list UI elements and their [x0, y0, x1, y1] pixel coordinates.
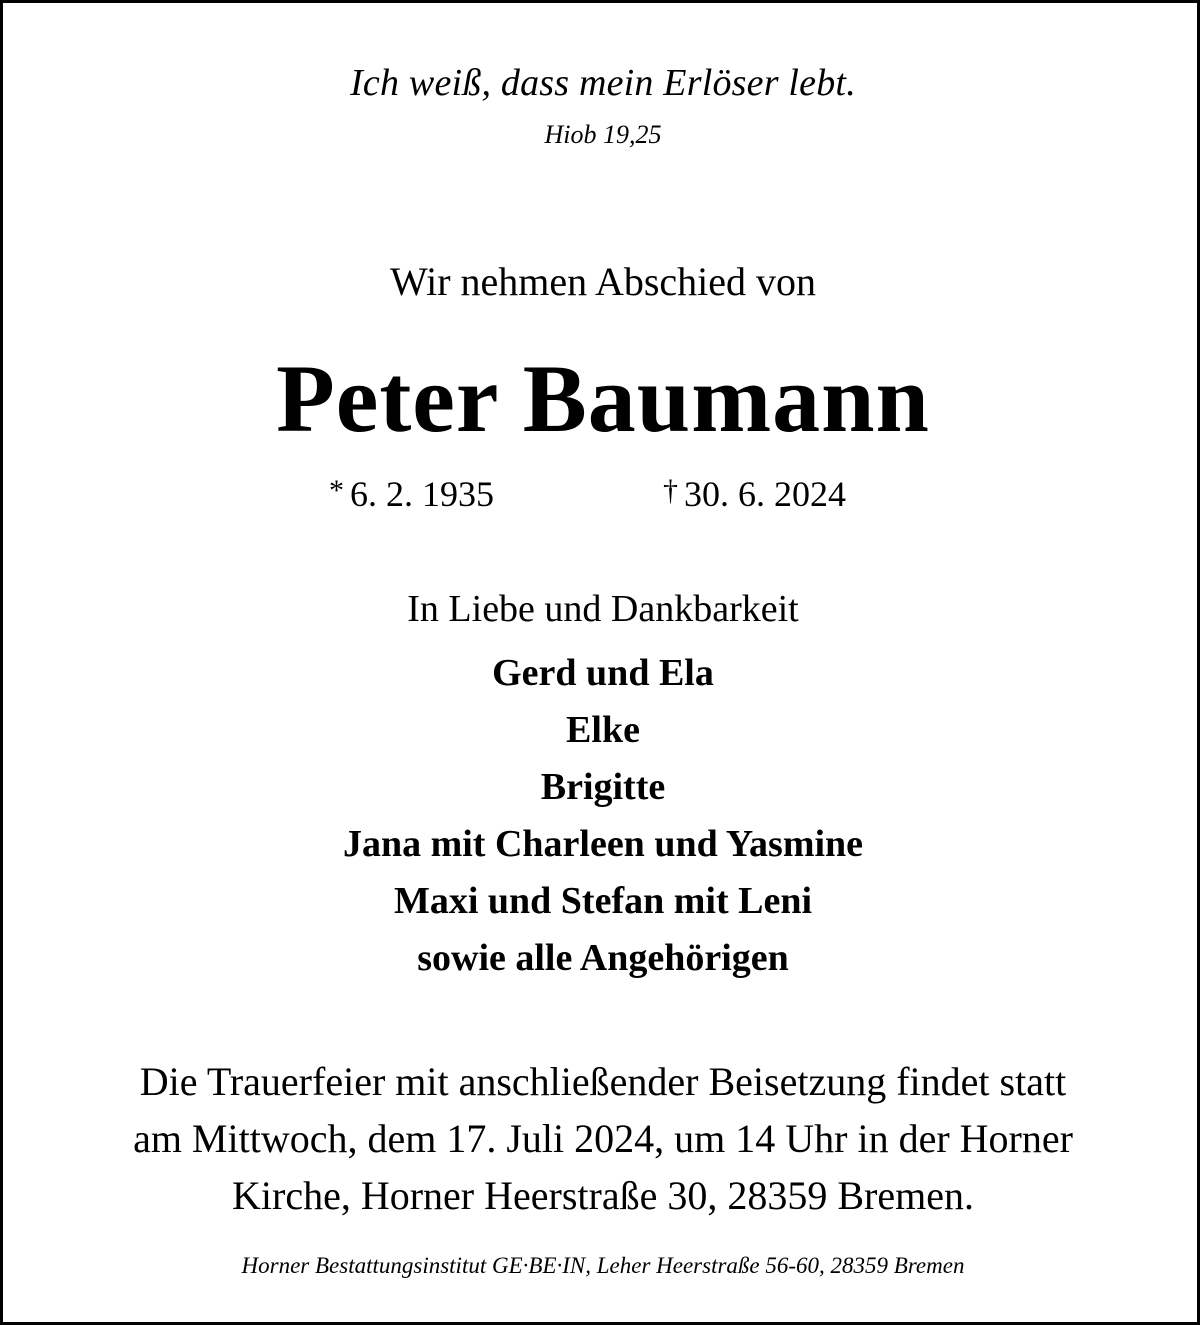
- birth-date-line: [329, 473, 494, 515]
- ceremony-line: am Mittwoch, dem 17. Juli 2024, um 14 Uhr in der Horner: [133, 1116, 1073, 1161]
- ceremony-line: Die Trauerfeier mit anschließender Beisetzung findet statt: [139, 1059, 1067, 1104]
- mourner-name: Jana mit Charleen und Yasmine: [342, 823, 864, 865]
- birth-date: 6. 2. 1935: [350, 474, 494, 514]
- mourner-name: Brigitte: [540, 766, 666, 808]
- mourners-list: [3, 645, 1200, 987]
- funeral-home-footer: Horner Bestattungsinstitut GE·BE·IN, Leher Heerstraße 56-60, 28359 Bremen: [241, 1253, 965, 1278]
- mourner-name: Gerd und Ela: [492, 652, 714, 694]
- mourner-name: Maxi und Stefan mit Leni: [393, 880, 813, 922]
- death-dagger-icon: †: [663, 474, 678, 507]
- mourner-name: Elke: [566, 709, 640, 751]
- death-date-line: [663, 473, 846, 515]
- bible-quote-reference: Hiob 19,25: [544, 120, 662, 149]
- ceremony-line: Kirche, Horner Heerstraße 30, 28359 Bremen.: [232, 1173, 974, 1218]
- bible-quote: Ich weiß, dass mein Erlöser lebt.: [350, 62, 856, 104]
- ceremony-details: [3, 1053, 1200, 1224]
- deceased-name: Peter Baumann: [276, 345, 930, 452]
- mourner-name: sowie alle Angehörigen: [417, 937, 789, 979]
- birth-star-icon: *: [329, 474, 344, 507]
- farewell-intro: Wir nehmen Abschied von: [389, 259, 817, 304]
- mourners-intro: In Liebe und Dankbarkeit: [407, 588, 799, 630]
- death-date: 30. 6. 2024: [684, 474, 846, 514]
